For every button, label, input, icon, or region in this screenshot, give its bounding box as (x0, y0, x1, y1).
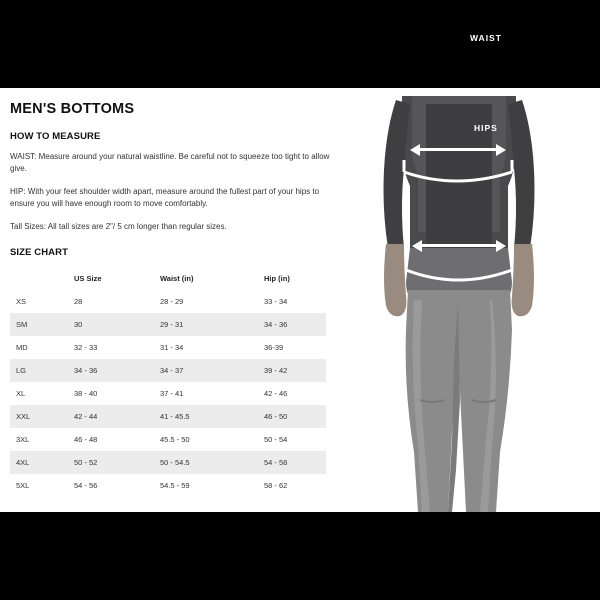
col-header-hip: Hip (in) (258, 269, 326, 290)
torso-group (384, 96, 535, 316)
table-row (10, 382, 326, 405)
table-row (10, 359, 326, 382)
cell-size: MD (10, 336, 68, 359)
cell-waist: 41 - 45.5 (154, 405, 258, 428)
cell-hip: 39 - 42 (258, 359, 326, 382)
col-header-size (10, 269, 68, 290)
hips-label: HIPS (474, 123, 498, 133)
table-row (10, 474, 326, 497)
waist-label: WAIST (470, 33, 502, 43)
cell-waist: 34 - 37 (154, 359, 258, 382)
tall-sizes-note: Tall Sizes: All tall sizes are 2"/ 5 cm longer than regular sizes. (10, 222, 227, 231)
cell-hip: 34 - 36 (258, 313, 326, 336)
cell-waist: 31 - 34 (154, 336, 258, 359)
cell-us-size: 42 - 44 (68, 405, 154, 428)
col-header-waist: Waist (in) (154, 269, 258, 290)
cell-us-size: 34 - 36 (68, 359, 154, 382)
bottoms-group (406, 290, 512, 512)
cell-size: 3XL (10, 428, 68, 451)
cell-us-size: 38 - 40 (68, 382, 154, 405)
table-row (10, 290, 326, 313)
size-chart-table (10, 269, 326, 497)
cell-size: XXL (10, 405, 68, 428)
model-figure-svg (360, 0, 600, 600)
col-header-us-size: US Size (68, 269, 154, 290)
cell-size: 5XL (10, 474, 68, 497)
table-row (10, 428, 326, 451)
cell-us-size: 28 (68, 290, 154, 313)
text-column (10, 101, 340, 497)
cell-waist: 37 - 41 (154, 382, 258, 405)
cell-waist: 50 - 54.5 (154, 451, 258, 474)
cell-us-size: 46 - 48 (68, 428, 154, 451)
waist-instructions: WAIST: Measure around your natural waistline. Be careful not to squeeze too tight to allow give. (10, 152, 330, 173)
how-to-measure-heading: HOW TO MEASURE (10, 131, 101, 142)
cell-hip: 36-39 (258, 336, 326, 359)
cell-us-size: 32 - 33 (68, 336, 154, 359)
cell-us-size: 30 (68, 313, 154, 336)
cell-us-size: 54 - 56 (68, 474, 154, 497)
table-row (10, 405, 326, 428)
table-row (10, 313, 326, 336)
cell-hip: 54 - 58 (258, 451, 326, 474)
cell-us-size: 50 - 52 (68, 451, 154, 474)
cell-waist: 28 - 29 (154, 290, 258, 313)
cell-size: 4XL (10, 451, 68, 474)
table-row (10, 336, 326, 359)
hip-instructions: HIP: With your feet shoulder width apart, measure around the fullest part of your hips to ensure you will have enough room to move comfortably. (10, 187, 320, 208)
cell-hip: 42 - 46 (258, 382, 326, 405)
cell-size: XS (10, 290, 68, 313)
cell-waist: 29 - 31 (154, 313, 258, 336)
cell-size: LG (10, 359, 68, 382)
model-illustration (360, 0, 600, 600)
table-row (10, 451, 326, 474)
cell-waist: 45.5 - 50 (154, 428, 258, 451)
cell-hip: 33 - 34 (258, 290, 326, 313)
cell-waist: 54.5 - 59 (154, 474, 258, 497)
cell-size: SM (10, 313, 68, 336)
cell-size: XL (10, 382, 68, 405)
table-header-row (10, 269, 326, 290)
page-title: MEN'S BOTTOMS (10, 101, 135, 117)
size-chart-heading: SIZE CHART (10, 247, 68, 258)
cell-hip: 58 - 62 (258, 474, 326, 497)
cell-hip: 46 - 50 (258, 405, 326, 428)
cell-hip: 50 - 54 (258, 428, 326, 451)
